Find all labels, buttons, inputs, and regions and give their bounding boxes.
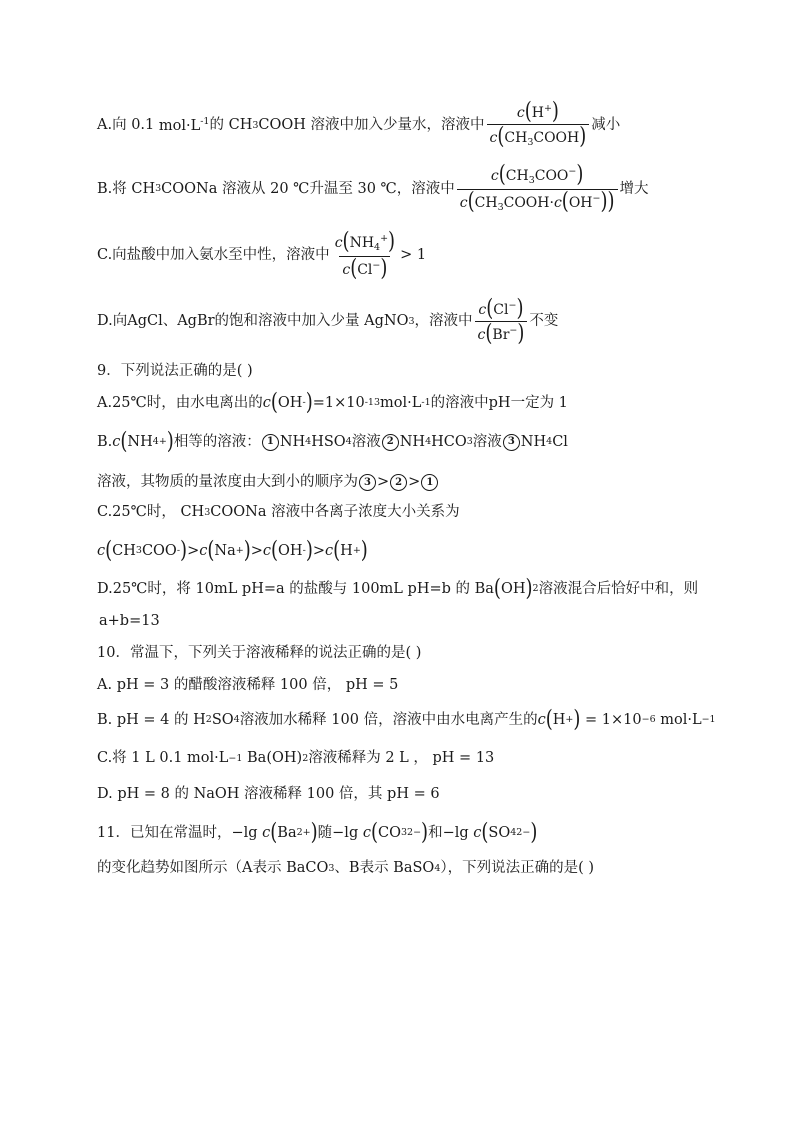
q8-a-fraction: $\frac{c(H^+)}{c(CH_3COOH)}$ <box>487 103 590 148</box>
q8-a-post: 减小 <box>591 117 621 133</box>
circled-2-icon: 2 <box>390 474 407 491</box>
q10-option-b: B. pH = 4 的 H 2 SO 4 溶液加水稀释 100 倍，溶液中由水电离产生的 c ( H + ) = 1×10 −6 mol·L −1 <box>97 705 716 733</box>
circled-1-icon: 1 <box>262 434 279 451</box>
q10-option-d: D. pH = 8 的 NaOH 溶液稀释 100 倍，其 pH = 6 <box>97 786 440 802</box>
q11-stem: 11．已知在常温时， −lg c ( Ba 2+ ) 随 −lg c ( CO 3 2− ) 和 −lg c ( SO 4 2− ) <box>97 818 538 846</box>
q8-b-fraction: $\frac{c(CH_3COO^-)}{c(CH_3COOH\cdot c(OH^-))}$ <box>457 166 618 212</box>
q9-option-b: B. c ( NH 4 + ) 相等的溶液： 1 NH 4 HSO 4 溶液 2 NH 4 HCO 3 溶液 3 NH 4 Cl <box>97 427 568 455</box>
q8-option-c <box>97 227 427 282</box>
q9-option-c-relation: c ( CH 3 COO - ) > c ( Na + ) > c ( OH - ) > c ( H + ) <box>97 536 368 564</box>
q8-c-text: C.向盐酸中加入氨水至中性，溶液中 <box>97 247 330 263</box>
q8-d-post: 不变 <box>529 313 559 330</box>
circled-2-icon: 2 <box>382 434 399 451</box>
q10-option-a: A. pH = 3 的醋酸溶液稀释 100 倍， pH = 5 <box>97 677 399 693</box>
q8-c-post: > 1 <box>400 247 427 263</box>
q8-option-d: D.向AgCl、AgBr的饱和溶液中加入少量 AgNO 3 ，溶液中 $\frac{c(Cl^-)}{c(Br^-)}$ 不变 <box>97 294 559 347</box>
q8-option-b: B.将 CH 3 COONa 溶液从 20 ℃升温至 30 ℃，溶液中 $\frac{c(CH_3COO^-)}{c(CH_3COOH\cdot c(OH^-))}$ 增大 <box>97 160 649 215</box>
q9-option-a: A.25℃时，由水电离出的 c ( OH - ) =1×10 -13 mol·L -1 的溶液中pH一定为 1 <box>97 388 568 416</box>
q9-stem: 9．下列说法正确的是( ) <box>97 363 253 379</box>
q8-a-text3: COOH 溶液中加入少量水，溶液中 <box>258 117 485 133</box>
q8-a-text: A.向 0.1 <box>97 117 155 133</box>
q8-b-text2: COONa 溶液从 20 ℃升温至 30 ℃，溶液中 <box>161 180 455 197</box>
q9-option-d: D.25℃时，将 10mL pH=a 的盐酸与 100mL pH=b 的 Ba ( OH ) 2 溶液混合后恰好中和，则 <box>97 574 699 602</box>
q10-option-c: C.将 1 L 0.1 mol·L −1 Ba(OH) 2 溶液稀释为 2 L ， pH = 13 <box>97 750 495 766</box>
q8-b-text: B.将 CH <box>97 180 156 197</box>
q10-stem: 10．常温下，下列关于溶液稀释的说法正确的是( ) <box>97 645 422 661</box>
circled-1-icon: 1 <box>421 474 438 491</box>
q8-a-text2: 的 CH <box>209 117 253 133</box>
circled-3-icon: 3 <box>503 434 520 451</box>
q8-d-fraction: $\frac{c(Cl^-)}{c(Br^-)}$ <box>475 300 528 343</box>
q8-a-unit: $mol\cdot L^{-1}$ <box>158 116 210 134</box>
q9-option-b-line2: 溶液，其物质的量浓度由大到小的顺序为 3 > 2 > 1 <box>97 474 439 491</box>
circled-3-icon: 3 <box>359 474 376 491</box>
q8-b-post: 增大 <box>619 180 649 197</box>
q11-stem-line2: 的变化趋势如图所示（A表示 BaCO 3 、B表示 BaSO 4 ），下列说法正确的是( ) <box>97 860 595 876</box>
q8-c-fraction: $\frac{c(NH_4^+)}{c(Cl^-)}$ <box>334 227 396 282</box>
q8-d-text: D.向AgCl、AgBr的饱和溶液中加入少量 AgNO <box>97 313 409 330</box>
q9-option-c: C.25℃时， CH 3 COONa 溶液中各离子浓度大小关系为 <box>97 504 460 520</box>
q8-option-a: A.向 0.1 $mol\cdot L^{-1}$ 的 CH 3 COOH 溶液中加入少量水，溶液中 $\frac{c(H^+)}{c(CH_3COOH)}$ 减小 <box>97 97 621 150</box>
q9-option-d-line2: a+b=13 <box>99 613 160 629</box>
q8-d-text2: ，溶液中 <box>414 313 473 330</box>
